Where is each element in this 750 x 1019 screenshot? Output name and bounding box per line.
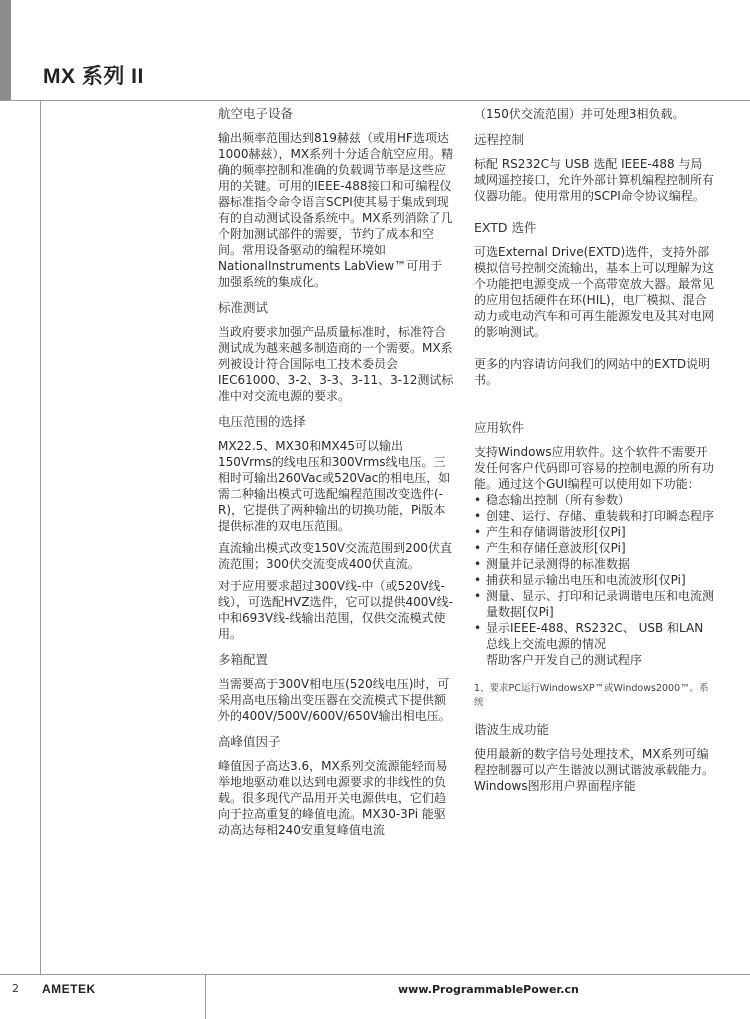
section-crest-factor <box>218 734 454 838</box>
section-heading: 电压范围的选择 <box>218 414 306 429</box>
section-heading: 高峰值因子 <box>218 734 281 749</box>
section-extd <box>474 220 714 388</box>
section-multi-box <box>218 652 454 724</box>
footer-divider <box>0 974 750 975</box>
list-item: • 捕获和显示输出电压和电流波形[仅Pi] <box>486 572 714 588</box>
margin-divider <box>40 100 41 975</box>
paragraph: 支持Windows应用软件。这个软件不需要开发任何客户代码即可容易的控制电源的所有功能。通过这个GUI编程可以使用如下功能： <box>474 445 715 491</box>
section-avionics <box>218 106 454 290</box>
paragraph: 更多的内容请访问我们的网站中的EXTD说明书。 <box>474 357 711 387</box>
section-heading: 谐波生成功能 <box>474 722 550 737</box>
section-remote-control <box>474 132 714 204</box>
list-item: • 产生和存储任意波形[仅Pi] <box>486 540 714 556</box>
right-column <box>474 106 714 804</box>
paragraph: 当政府要求加强产品质量标准时，标准符合测试成为越来越多制造商的一个需要。MX系列被设计符合国际电工技术委员会IEC61000、3-2、3-3、3-11、3-12测试标准中对交流电源的要求。 <box>218 325 454 403</box>
ametek-logo: AMETEK <box>42 982 96 996</box>
section-heading: 远程控制 <box>474 132 525 147</box>
continuation-text: （150伏交流范围）并可处理3相负载。 <box>474 107 685 121</box>
list-item: • 测量并记录测得的标准数据 <box>486 556 714 572</box>
list-item: • 创建、运行、存储、重装载和打印瞬态程序 <box>486 508 714 524</box>
paragraph: 当需要高于300V相电压(520线电压)时，可采用高电压输出变压器在交流模式下提供额外的400V/500V/600V/650V输出相电压。 <box>218 677 451 723</box>
paragraph: MX22.5、MX30和MX45可以输出150Vrms的线电压和300Vrms线电压。三相时可输出260Vac或520Vac的相电压，如需二种输出模式可选配编程范围改变选件(-R)，它提供了两种输出的切换功能，Pi版本提供标准的双电压范围。 <box>218 439 451 533</box>
list-extra-line: 帮助客户开发自己的测试程序 <box>486 653 643 667</box>
website-link[interactable]: www.ProgrammablePower.cn <box>398 983 579 996</box>
section-heading: EXTD 选件 <box>474 220 537 235</box>
list-item: • 显示IEEE-488、RS232C、 USB 和LAN总线上交流电源的情况 <box>486 620 714 652</box>
left-accent-bar <box>0 0 11 100</box>
section-harmonic <box>474 722 714 794</box>
section-heading: 多箱配置 <box>218 652 269 667</box>
paragraph: 直流输出模式改变150V交流范围到200伏直流范围；300伏交流变成400伏直流。 <box>218 541 453 571</box>
feature-list <box>474 492 714 652</box>
section-heading: 航空电子设备 <box>218 106 294 121</box>
section-standards-testing <box>218 300 454 404</box>
left-column <box>218 106 454 848</box>
list-item: • 稳态输出控制（所有参数） <box>486 492 714 508</box>
paragraph: 标配 RS232C与 USB 选配 IEEE-488 与局域网遥控接口，允许外部计算机编程控制所有仪器功能。使用常用的SCPI命令协议编程。 <box>474 157 715 203</box>
list-item: • 产生和存储调谐波形[仅Pi] <box>486 524 714 540</box>
paragraph: 峰值因子高达3.6，MX系列交流源能轻而易举地地驱动难以达到电源要求的非线性的负载。很多现代产品用开关电源供电，它们趋向于拉高重复的峰值电流。MX30-3Pi 能驱动高达每相240安重复峰值电流 <box>218 759 448 837</box>
footer-vertical-divider <box>205 974 206 1019</box>
section-heading: 标准测试 <box>218 300 269 315</box>
section-software <box>474 420 714 710</box>
paragraph: 可选External Drive(EXTD)选件，支持外部模拟信号控制交流输出，基本上可以理解为这个功能把电源变成一个高带宽放大器。最常见的应用包括硬件在环(HIL)，电厂模拟、混合动力或电动汽车和可再生能源发电及其对电网的影响测试。 <box>474 245 715 339</box>
section-voltage-range <box>218 414 454 642</box>
paragraph: 对于应用要求超过300V线-中（或520V线-线），可选配HVZ选件，它可以提供400V线-中和693V线-线输出范围，仅供交流模式使用。 <box>218 579 453 641</box>
footnote: 1、要求PC运行WindowsXP™或Windows2000™。系统 <box>474 683 709 708</box>
paragraph: 输出频率范围达到819赫兹（或用HF选项达1000赫兹），MX系列十分适合航空应用。精确的频率控制和准确的负载调节率是这些应用的关键。可用的IEEE-488接口和可编程仪器标准指令命令语言SCPI使其易于集成到现有的自动测试设备系统中。MX系列消除了几个附加测试部件的需要，节约了成本和空间。常用设备驱动的编程环境如NationalInstruments LabView™可用于加强系统的集成化。 <box>218 131 454 289</box>
paragraph: 使用最新的数字信号处理技术，MX系列可编程控制器可以产生谐波以测试谐波承载能力。Windows图形用户界面程序能 <box>474 747 715 793</box>
header-divider <box>0 100 750 101</box>
section-heading: 应用软件 <box>474 420 525 435</box>
page-number: 2 <box>12 982 19 995</box>
page-title: MX 系列 II <box>43 65 144 88</box>
list-item: • 测量、显示、打印和记录调谐电压和电流测量数据[仅Pi] <box>486 588 714 620</box>
